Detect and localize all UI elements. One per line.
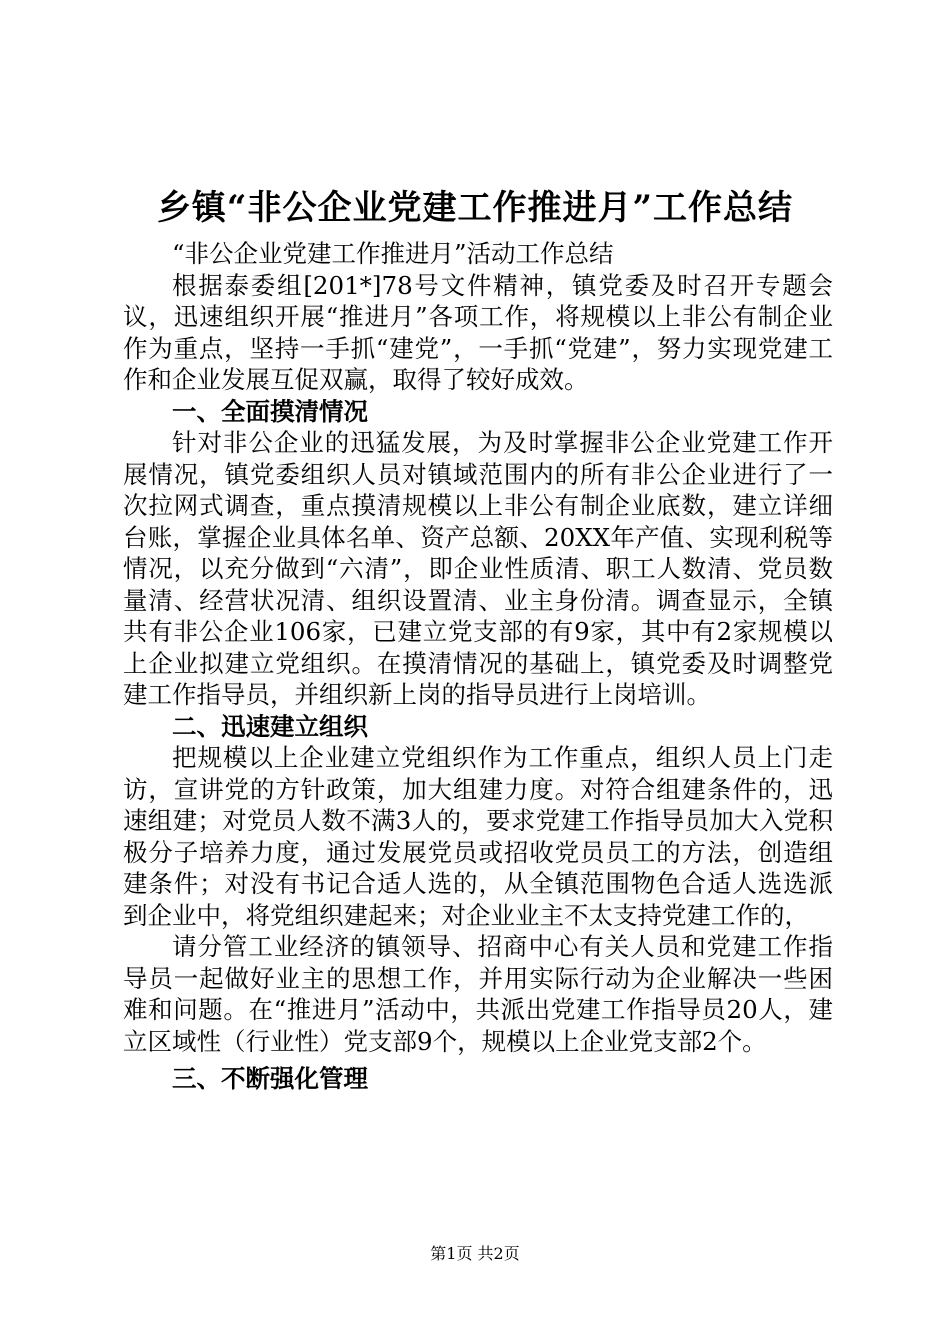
section-heading-2: 二、迅速建立组织 — [172, 711, 368, 741]
section-2-paragraph-2: 请分管工业经济的镇领导、招商中心有关人员和党建工作指导员一起做好业主的思想工作，并用实际行动为企业解决一些困难和问题。在“推进月”活动中，共派出党建工作指导员20人，建立区域性（行业性）党支部9个，规模以上企业党支部2个。 — [123, 932, 833, 1056]
section-1-paragraph-1: 针对非公企业的迅猛发展，为及时掌握非公企业党建工作开展情况，镇党委组织人员对镇域范围内的所有非公企业进行了一次拉网式调查，重点摸清规模以上非公有制企业底数，建立详细台账，掌握企业具体名单、资产总额、20XX年产值、实现利税等情况，以充分做到“六清”，即企业性质清、职工人数清、党员数量清、经营状况清、组织设置清、业主身份清。调查显示，全镇共有非公企业106家，已建立党支部的有9家，其中有2家规模以上企业拟建立党组织。在摸清情况的基础上，镇党委及时调整党建工作指导员，并组织新上岗的指导员进行上岗培训。 — [123, 428, 833, 709]
document-subtitle: “非公企业党建工作推进月”活动工作总结 — [172, 239, 614, 268]
document-title: 乡镇“非公企业党建工作推进月”工作总结 — [156, 188, 794, 228]
section-heading-3: 三、不断强化管理 — [172, 1064, 368, 1093]
page-footer: 第1页 共2页 — [430, 1244, 520, 1263]
intro-paragraph: 根据泰委组[201*]78号文件精神，镇党委及时召开专题会议，迅速组织开展“推进月”各项工作，将规模以上非公有制企业作为重点，坚持一手抓“建党”，一手抓“党建”，努力实现党建工作和企业发展互促双赢，取得了较好成效。 — [123, 270, 833, 394]
section-2-paragraph-1: 把规模以上企业建立党组织作为工作重点，组织人员上门走访，宣讲党的方针政策，加大组建力度。对符合组建条件的，迅速组建；对党员人数不满3人的，要求党建工作指导员加大入党积极分子培养力度，通过发展党员或招收党员员工的方法，创造组建条件；对没有书记合适人选的，从全镇范围物色合适人选选派到企业中，将党组织建起来；对企业业主不太支持党建工作的， — [123, 743, 833, 930]
section-heading-1: 一、全面摸清情况 — [172, 396, 368, 426]
document-body — [123, 238, 833, 1095]
